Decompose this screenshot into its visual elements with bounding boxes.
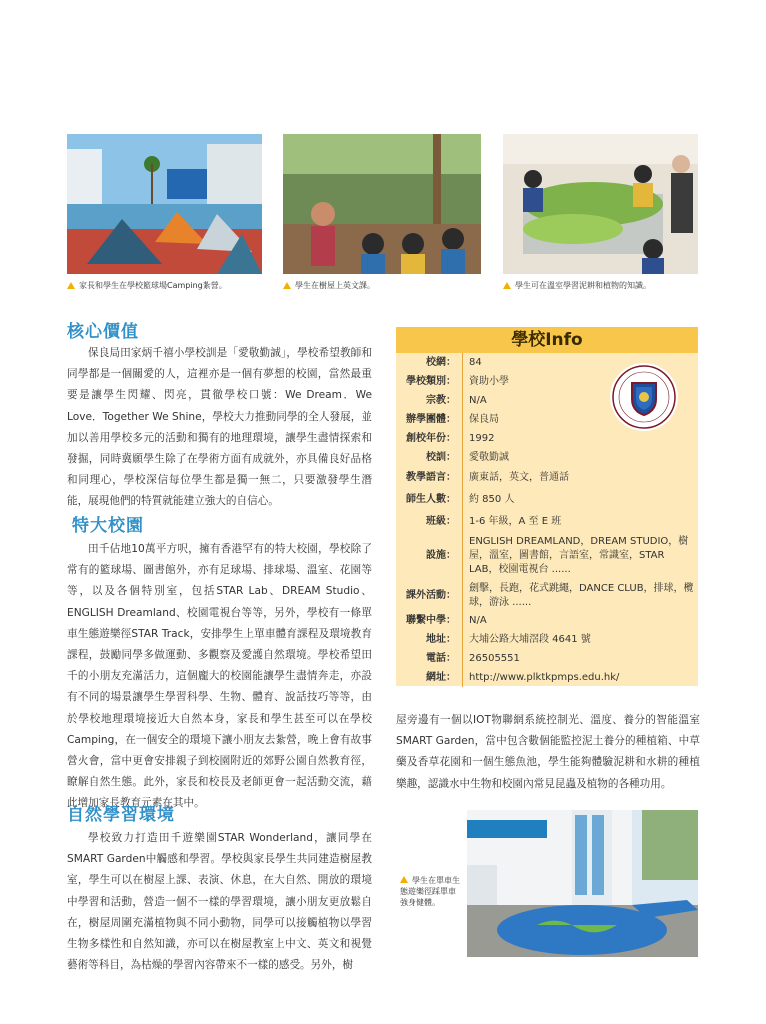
nature-paragraph: 學校致力打造田千遊樂園STAR Wonderland，讓同學在SMART Garden中觸感和學習。學校與家長學生共同建造樹屋教室，學生可以在樹屋上課、表演、休息，在大自然、開放的環境中學習和活動，營造一個不一樣的學習環境，讓小朋友更放鬆自在，樹屋周圍充滿植物與不同小動物，同學可以接觸植物以學習生物多樣性和自然知識，亦可以在樹屋教室上中文、英文和視覺藝術等科目，為枯燥的學習內容帶來不一樣的感受。另外，樹: [67, 832, 372, 972]
info-row-motto: 校訓： 愛敬勤誠: [396, 448, 698, 467]
triangle-marker-icon: [283, 282, 291, 289]
greenhouse-paragraph: 屋旁邊有一個以IOT物聯網系統控制光、溫度、養分的智能溫室SMART Garden，當中包含數個能監控泥土養分的種植箱、中草藥及香草花園和一個生態魚池，學生能夠體驗泥耕和水耕的種植樂趣，認識水中生物和校園內常見昆蟲及植物的各種功用。: [396, 714, 700, 790]
info-row-sponsor: 辦學團體： 保良局: [396, 410, 698, 429]
campus-paragraph: 田千佔地10萬平方呎，擁有香港罕有的特大校園，學校除了常有的籃球場、圖書館外，亦有足球場、排球場、溫室、花園等等，以及各個特別室，包括STAR Lab、DREAM Studio、ENGLISH Dreamland、校園電視台等等，另外，學校有一條單車生態遊樂徑STAR Track，安排學生上單車體育課程及環境教育課程，鼓勵同學多做運動、多觀察及愛護自然環境。學校希望田千的小朋友充滿活力，這個龐大的校園能讓學生盡情奔走，亦設有不同的場景讓學生學習科學、生物、體育、說話技巧等等，由於學校地理環境接近大自然本身，家長和學生甚至可以在學校Camping，在一個安全的環境下讓小朋友去紮營，晚上會有故事營火會，當中更會安排親子到校園附近的郊野公園自然教育徑，瞭解自然生態。此外，家長和校長及老師更會一起活動交流，藉此增加家長教育元素在其中。: [67, 543, 372, 810]
info-row-linked-secondary: 聯繫中學： N/A: [396, 612, 698, 630]
info-row-classes: 班級： 1-6 年級，A 至 E 班: [396, 511, 698, 533]
bike-track-photo: [467, 810, 698, 957]
info-row-facilities: 設施： ENGLISH DREAMLAND，DREAM STUDIO，樹屋，溫室，圖書館，言語室，常識室，STAR LAB，校園電視台 ......: [396, 533, 698, 579]
campus-heading: 特大校園: [72, 516, 144, 536]
school-info-table: [396, 353, 698, 687]
bike-track-caption: 學生在單車生態遊樂徑踩單車強身健體。: [400, 876, 460, 907]
triangle-marker-icon: [67, 282, 75, 289]
info-row-headcount: 師生人數： 約 850 人: [396, 489, 698, 511]
school-info-title: 學校Info: [396, 327, 698, 353]
camping-caption: 家長和學生在學校籃球場Camping紮營。: [67, 281, 227, 291]
info-row-website: 網址： http://www.plktkpmps.edu.hk/: [396, 668, 698, 687]
camping-photo: [67, 134, 262, 274]
greenhouse-caption: 學生可在溫室學習泥耕和植物的知識。: [503, 281, 651, 291]
school-info-box: [396, 327, 698, 686]
info-row-phone: 電話： 26505551: [396, 649, 698, 668]
core-values-heading: 核心價值: [67, 322, 139, 342]
greenhouse-photo: [503, 134, 698, 274]
info-row-religion: 宗教： N/A: [396, 391, 698, 410]
triangle-marker-icon: [400, 876, 408, 883]
info-row-address: 地址： 大埔公路大埔滘段 4641 號: [396, 630, 698, 649]
info-row-founded: 創校年份： 1992: [396, 429, 698, 448]
treehouse-caption: 學生在樹屋上英文課。: [283, 281, 375, 291]
info-row-activities: 課外活動： 劍擊，長跑，花式跳繩，DANCE CLUB，排球，欖球，游泳 ......: [396, 579, 698, 612]
triangle-marker-icon: [503, 282, 511, 289]
info-row-language: 教學語言： 廣東話，英文，普通話: [396, 467, 698, 489]
treehouse-photo: [283, 134, 481, 274]
core-values-paragraph: 保良局田家炳千禧小學校訓是「愛敬勤誠」，學校希望教師和同學都是一個關愛的人，這裡亦是一個有夢想的校園，當然最重要是讓學生閃耀、閃亮，貫徹學校口號：We Dream．We Love．Together We Shine，學校大力推動同學的全人發展，並加以善用學校多元的活動和獨有的地理環境，讓學生盡情探索和發掘，同時冀願學生除了在學術方面有成就外，亦具備良好品格和同理心，學校深信每位學生都是獨一無二，只要激發學生潛能，展現他們的特質就能建立強大的自信心。: [67, 347, 372, 508]
info-row-school-type: 學校類別： 資助小學: [396, 372, 698, 391]
nature-heading: 自然學習環境: [67, 805, 175, 825]
info-row-school-net: 校網： 84: [396, 353, 698, 372]
